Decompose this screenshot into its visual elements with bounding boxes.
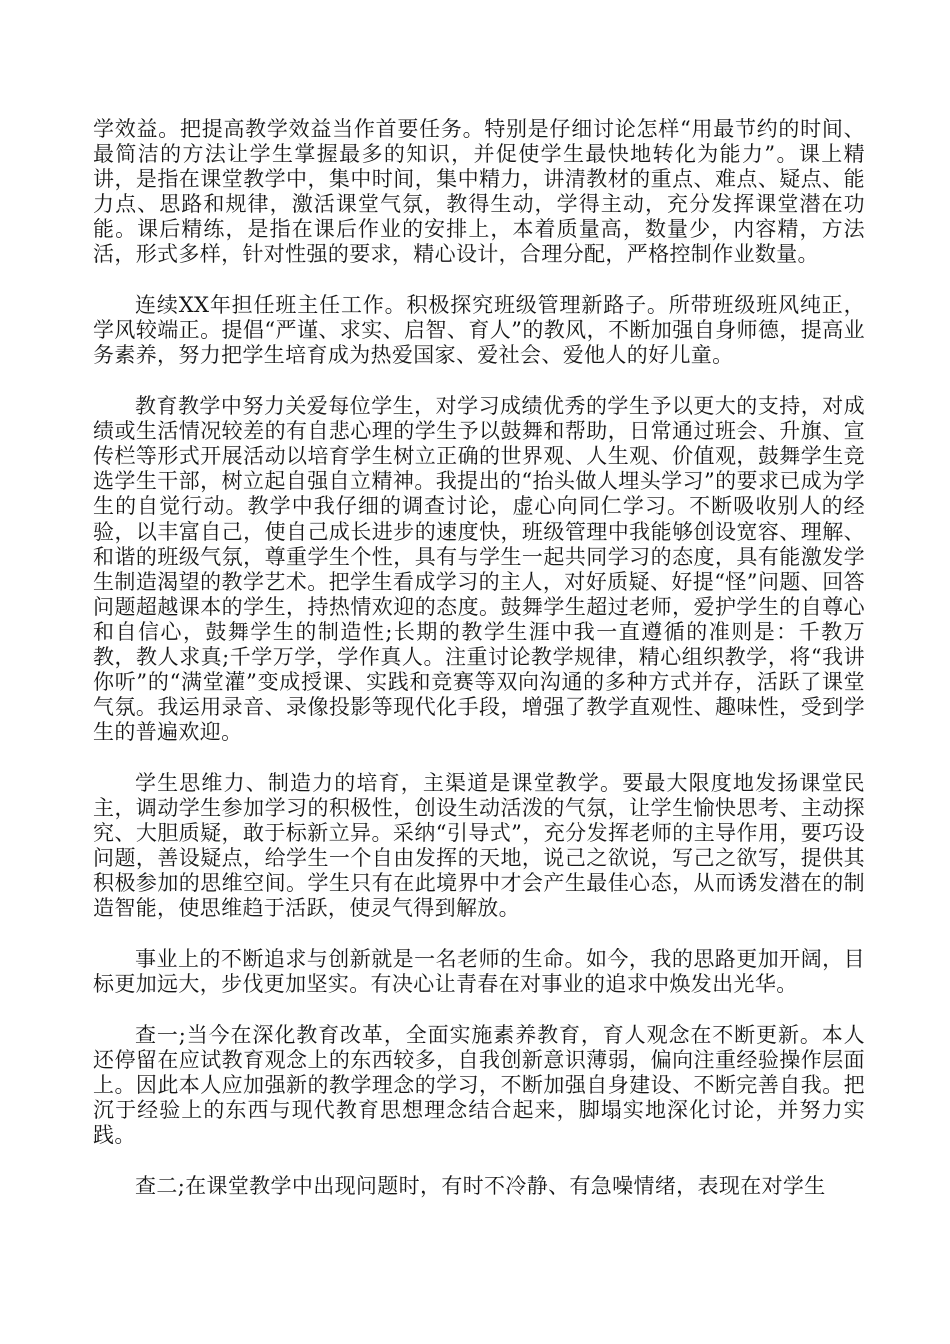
paragraph-5: 事业上的不断追求与创新就是一名老师的生命。如今，我的思路更加开阔，目标更加远大，步伐更加坚实。有决心让青春在对事业的追求中焕发出光华。 <box>93 947 865 997</box>
paragraph-4: 学生思维力、制造力的培育，主渠道是课堂教学。要最大限度地发扬课堂民主，调动学生参加学习的积极性，创设生动活泼的气氛，让学生愉快思考、主动探究、大胆质疑，敢于标新立异。采纳“引导式”，充分发挥老师的主导作用，要巧设问题，善设疑点，给学生一个自由发挥的天地，说己之欲说，写己之欲写，提供其积极参加的思维空间。学生只有在此境界中才会产生最佳心态，从而诱发潜在的制造智能，使思维趋于活跃，使灵气得到解放。 <box>93 770 865 921</box>
paragraph-1: 学效益。把提高教学效益当作首要任务。特别是仔细讨论怎样“用最节约的时间、最简洁的方法让学生掌握最多的知识，并促使学生最快地转化为能力”。课上精讲，是指在课堂教学中，集中时间，集中精力，讲清教材的重点、难点、疑点、能力点、思路和规律，激活课堂气氛，教得生动，学得主动，充分发挥课堂潜在功能。课后精练，是指在课后作业的安排上，本着质量高，数量少，内容精，方法活，形式多样，针对性强的要求，精心设计，合理分配，严格控制作业数量。 <box>93 117 865 267</box>
paragraph-2: 连续XX年担任班主任工作。积极探究班级管理新路子。所带班级班风纯正，学风较端正。提倡“严谨、求实、启智、育人”的教风，不断加强自身师德，提高业务素养，努力把学生培育成为热爱国家、爱社会、爱他人的好儿童。 <box>93 293 865 368</box>
paragraph-7: 查二;在课堂教学中出现问题时，有时不冷静、有急噪情绪，表现在对学生 <box>135 1173 826 1198</box>
paragraph-6: 查一;当今在深化教育改革，全面实施素养教育，育人观念在不断更新。本人还停留在应试教育观念上的东西较多，自我创新意识薄弱，偏向注重经验操作层面上。因此本人应加强新的教学理念的学习，不断加强自身建设、不断完善自我。把沉于经验上的东西与现代教育思想理念结合起来，脚塌实地深化讨论，并努力实践。 <box>93 1022 865 1148</box>
document-page <box>93 117 865 1225</box>
paragraph-3: 教育教学中努力关爱每位学生，对学习成绩优秀的学生予以更大的支持，对成绩或生活情况较差的有自悲心理的学生予以鼓舞和帮助，日常通过班会、升旗、宣传栏等形式开展活动以培育学生树立正确的世界观、人生观、价值观，鼓舞学生竞选学生干部，树立起自强自立精神。我提出的“抬头做人埋头学习”的要求已成为学生的自觉行动。教学中我仔细的调查讨论，虚心向同仁学习。不断吸收别人的经验，以丰富自己，使自己成长进步的速度快，班级管理中我能够创设宽容、理解、和谐的班级气氛，尊重学生个性，具有与学生一起共同学习的态度，具有能激发学生制造渴望的教学艺术。把学生看成学习的主人，对好质疑、好提“怪”问题、回答问题超越课本的学生，持热情欢迎的态度。鼓舞学生超过老师，爱护学生的自尊心和自信心，鼓舞学生的制造性;长期的教学生涯中我一直遵循的准则是：千教万教，教人求真;千学万学，学作真人。注重讨论教学规律，精心组织教学，将“我讲你听”的“满堂灌”变成授课、实践和竞赛等双向沟通的多种方式并存，活跃了课堂气氛。我运用录音、录像投影等现代化手段，增强了教学直观性、趣味性，受到学生的普遍欢迎。 <box>93 394 865 745</box>
